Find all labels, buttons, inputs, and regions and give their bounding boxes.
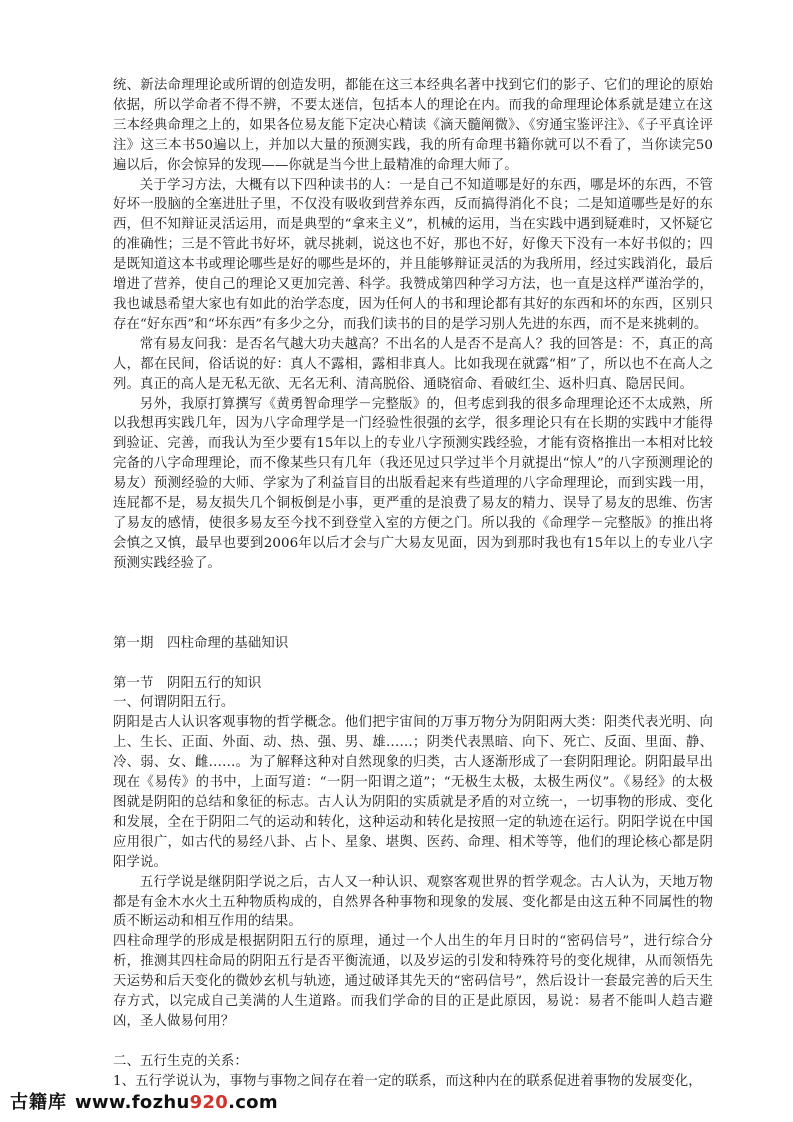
- subsection-heading: 二、五行生克的关系：: [113, 1053, 248, 1069]
- site-url: [75, 1092, 278, 1113]
- paragraph: 五行学说是继阴阳学说之后，古人又一种认识、观察客观世界的哲学观念。古人认为，天地万物都是有金木水火土五种物质构成的，自然界各种事物和现象的发展、变化都是由这五种不同属性的物质不断运动和相互作用的结果。: [113, 874, 713, 930]
- period-heading: 第一期 四柱命理的基础知识: [113, 635, 289, 651]
- site-name: 古籍库: [10, 1092, 67, 1113]
- section-heading: 第一节 阴阳五行的知识: [113, 675, 262, 691]
- url-suffix: .com: [228, 1092, 278, 1113]
- subsection-heading: 一、何谓阴阳五行。: [113, 695, 235, 711]
- paragraph: 四柱命理学的形成是根据阴阳五行的原理，通过一个人出生的年月日时的“密码信号”，进行综合分析，推测其四柱命局的阴阳五行是否平衡流通，以及岁运的引发和特殊符号的变化规律，从而领悟先天运势和后天变化的微妙玄机与轨迹，通过破译其先天的“密码信号”，然后设计一套最完善的后天生存方式，以完成自己美满的人生道路。而我们学命的目的正是此原因，易说：易者不能叫人趋吉避凶，圣人做易何用？: [113, 934, 713, 1029]
- url-prefix: www.fozhu: [75, 1092, 190, 1113]
- intro-block: [113, 76, 713, 574]
- url-accent: 920: [189, 1092, 229, 1113]
- paragraph: 常有易友问我：是否名气越大功夫越高？不出名的人是否不是高人？我的回答是：不，真正的高人，都在民间，俗话说的好：真人不露相，露相非真人。比如我现在就露“相”了，所以也不在高人之列。真正的高人是无私无欲、无名无利、清高脱俗、通晓宿命、看破红尘、返朴归真、隐居民间。: [113, 336, 713, 392]
- watermark-footer: [10, 1088, 278, 1114]
- document-body: [113, 76, 713, 1092]
- paragraph: 关于学习方法，大概有以下四种读书的人：一是自己不知道哪是好的东西，哪是坏的东西，不管好坏一股脑的全塞进肚子里，不仅没有吸收到营养东西，反而搞得消化不良；二是知道哪些是好的东西，但不知辩证灵活运用，而是典型的“拿来主义”，机械的运用，当在实践中遇到疑难时，又怀疑它的准确性；三是不管此书好坏，就尽挑刺，说这也不好，那也不好，好像天下没有一本好书似的；四是既知道这本书或理论哪些是好的哪些是坏的，并且能够辩证灵活的为我所用，经过实践消化，最后增进了营养，使自己的理论又更加完善、科学。我赞成第四种学习方法，也一直是这样严谨治学的，我也诚恳希望大家也有如此的治学态度，因为任何人的书和理论都有其好的东西和坏的东西，区别只存在“好东西”和“坏东西”有多少之分，而我们读书的目的是学习别人先进的东西，而不是来挑刺的。: [113, 177, 713, 332]
- spacer: [113, 574, 713, 634]
- paragraph: 1、五行学说认为，事物与事物之间存在着一定的联系，而这种内在的联系促进着事物的发展变化，: [113, 1073, 702, 1089]
- paragraph: 阴阳是古人认识客观事物的哲学概念。他们把宇宙间的万事万物分为阴阳两大类：阳类代表光明、向上、生长、正面、外面、动、热、强、男、雄……；阴类代表黑暗、向下、死亡、反面、里面、静、冷、弱、女、雌……。为了解释这种对自然现象的归类，古人逐渐形成了一套阴阳理论。阴阳最早出现在《易传》的书中，上面写道：“一阴一阳谓之道”；“无极生太极，太极生两仪”。《易经》的太极图就是阴阳的总结和象征的标志。古人认为阴阳的实质就是矛盾的对立统一，一切事物的形成、变化和发展，全在于阴阳二气的运动和转化，这种运动和转化是按照一定的轨迹在运行。阴阳学说在中国应用很广，如古代的易经八卦、占卜、星象、堪舆、医药、命理、相术等等，他们的理论核心都是阴阳学说。: [113, 715, 713, 870]
- paragraph: 统、新法命理理论或所谓的创造发明，都能在这三本经典名著中找到它们的影子、它们的理论的原始依据，所以学命者不得不辨，不要太迷信，包括本人的理论在内。而我的命理理论体系就是建立在这三本经典命理之上的，如果各位易友能下定决心精读《滴天髓阐微》、《穷通宝鉴评注》、《子平真诠评注》这三本书50遍以上，并加以大量的预测实践，我的所有命理书籍你就可以不看了，当你读完50遍以后，你会惊异的发现——你就是当今世上最精准的命理大师了。: [113, 78, 713, 173]
- spacer: [113, 1032, 713, 1052]
- spacer: [113, 654, 713, 674]
- paragraph: 另外，我原打算撰写《黄勇智命理学－完整版》的，但考虑到我的很多命理理论还不太成熟，所以我想再实践几年，因为八字命理学是一门经验性很强的玄学，很多理论只有在长期的实践中才能得到验证、完善，而我认为至少要有15年以上的专业八字预测实践经验，才能有资格推出一本相对比较完备的八字命理理论，而不像某些只有几年（我还见过只学过半个月就提出“惊人”的八字预测理论的易友）预测经验的大师、学家为了利益盲目的出版看起来有些道理的八字命理理论，而到实践一用，连屁都不是，易友损失几个铜板倒是小事，更严重的是浪费了易友的精力、误导了易友的思维、伤害了易友的感情，使很多易友至今找不到登堂入室的方便之门。所以我的《命理学－完整版》的推出将会慎之又慎，最早也要到2006年以后才会与广大易友见面，因为到那时我也有15年以上的专业八字预测实践经验了。: [113, 396, 713, 571]
